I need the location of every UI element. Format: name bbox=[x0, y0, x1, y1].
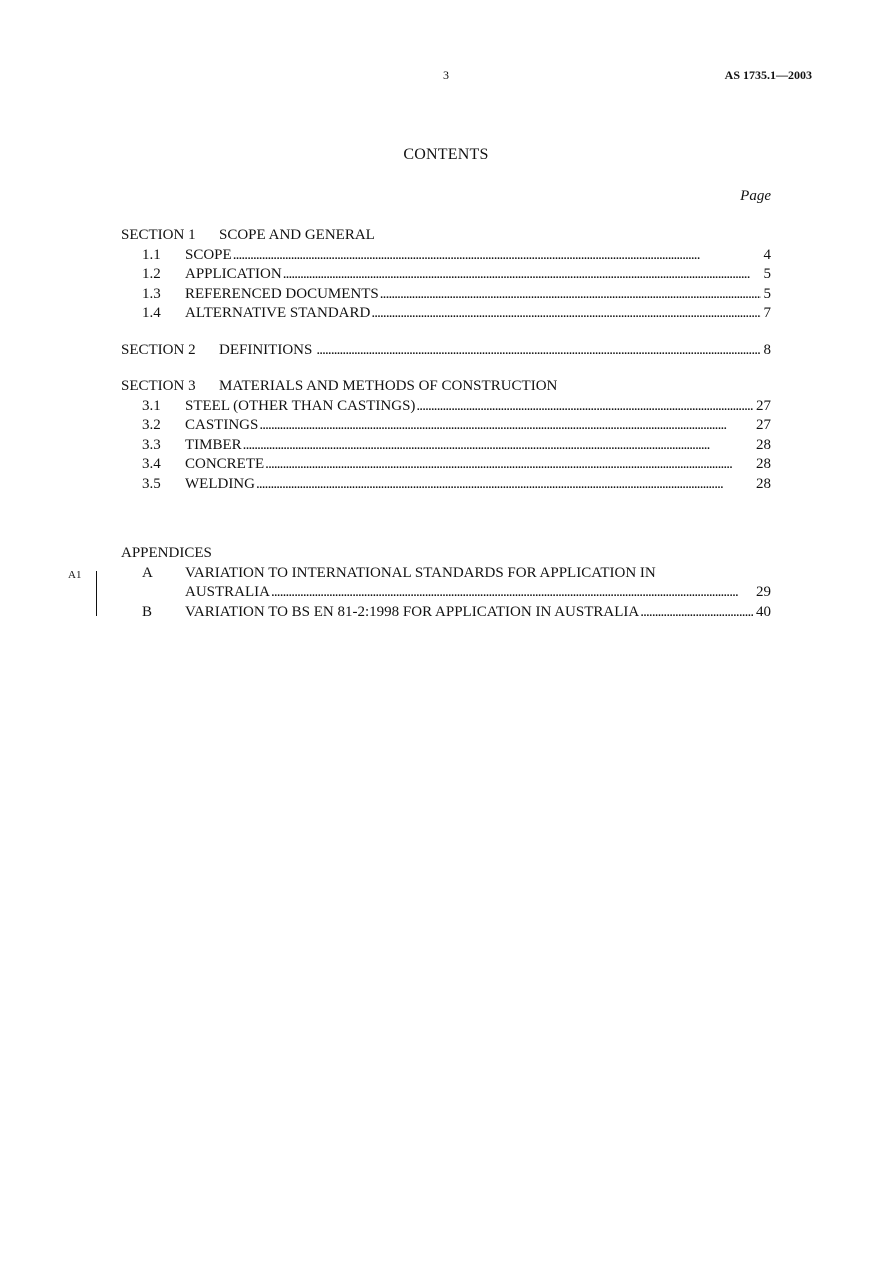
entry-title: CONCRETE bbox=[185, 456, 265, 472]
dot-leader bbox=[259, 416, 753, 436]
entry-page: 28 bbox=[756, 475, 771, 492]
entry-number: 3.1 bbox=[142, 397, 161, 414]
entry-page: 29 bbox=[756, 584, 771, 600]
entry-page: 5 bbox=[763, 266, 771, 282]
toc-entry[interactable] bbox=[121, 304, 771, 324]
dot-leader bbox=[283, 265, 761, 285]
entry-number: 1.4 bbox=[142, 305, 161, 321]
entry-page: 8 bbox=[763, 341, 771, 358]
appendix-line bbox=[121, 583, 771, 603]
section-heading[interactable] bbox=[121, 377, 771, 397]
entry-number: 1.3 bbox=[142, 285, 161, 302]
amendment-mark: A1 bbox=[68, 569, 82, 581]
table-of-contents bbox=[121, 226, 771, 622]
entry-number: 3.2 bbox=[142, 417, 161, 433]
appendix-title-continued: AUSTRALIA bbox=[185, 584, 270, 600]
dot-leader bbox=[271, 583, 753, 603]
appendices-heading[interactable]: APPENDICES bbox=[121, 545, 212, 561]
entry-title: APPLICATION bbox=[185, 266, 282, 282]
toc-entry[interactable] bbox=[121, 475, 771, 495]
toc-entry-appendix-a[interactable] bbox=[121, 564, 771, 603]
toc-entry[interactable] bbox=[121, 416, 771, 436]
section-title: MATERIALS AND METHODS OF CONSTRUCTION bbox=[219, 378, 558, 394]
toc-entry[interactable] bbox=[121, 341, 771, 361]
entry-page: 4 bbox=[763, 246, 771, 263]
appendix-letter: B bbox=[142, 603, 153, 620]
entry-number: 1.1 bbox=[142, 246, 161, 263]
entry-page: 5 bbox=[763, 285, 771, 302]
entry-number: 1.2 bbox=[142, 266, 161, 282]
section-number: SECTION 1 bbox=[121, 227, 196, 243]
section-heading[interactable] bbox=[121, 226, 771, 246]
entry-title: ALTERNATIVE STANDARD bbox=[185, 305, 371, 321]
dot-leader bbox=[371, 304, 760, 324]
toc-entry-appendix-b[interactable] bbox=[121, 603, 771, 623]
appendix-line bbox=[121, 564, 771, 584]
dot-leader bbox=[316, 341, 760, 361]
entry-number: 3.5 bbox=[142, 475, 161, 492]
section-3-group bbox=[121, 377, 771, 494]
entry-title: STEEL (OTHER THAN CASTINGS) bbox=[185, 397, 416, 414]
dot-leader bbox=[416, 397, 753, 417]
section-2-group bbox=[121, 341, 771, 361]
document-reference: AS 1735.1—2003 bbox=[724, 68, 812, 82]
page-number: 3 bbox=[443, 68, 449, 82]
entry-title: TIMBER bbox=[185, 436, 242, 453]
dot-leader bbox=[256, 475, 753, 495]
appendix-title: VARIATION TO INTERNATIONAL STANDARDS FOR APPLICATION IN bbox=[185, 564, 656, 581]
entry-page: 27 bbox=[756, 417, 771, 433]
entry-number: 3.4 bbox=[142, 456, 161, 472]
toc-entry[interactable] bbox=[121, 455, 771, 475]
entry-title: REFERENCED DOCUMENTS bbox=[185, 285, 379, 302]
entry-page: 28 bbox=[756, 456, 771, 472]
section-number: SECTION 2 bbox=[121, 341, 196, 358]
entry-title: CASTINGS bbox=[185, 417, 259, 433]
dot-leader bbox=[640, 603, 753, 623]
entry-title: SCOPE bbox=[185, 246, 232, 263]
toc-entry[interactable] bbox=[121, 246, 771, 266]
toc-entry[interactable] bbox=[121, 265, 771, 285]
entry-page: 27 bbox=[756, 397, 771, 414]
dot-leader bbox=[380, 285, 761, 305]
section-title: SCOPE AND GENERAL bbox=[219, 227, 375, 243]
appendix-title: VARIATION TO BS EN 81-2:1998 FOR APPLICATION IN AUSTRALIA bbox=[185, 603, 640, 620]
entry-page: 7 bbox=[763, 305, 771, 321]
section-number: SECTION 3 bbox=[121, 378, 196, 394]
section-1-group bbox=[121, 226, 771, 324]
section-title: DEFINITIONS bbox=[219, 341, 313, 358]
entry-title: WELDING bbox=[185, 475, 255, 492]
dot-leader bbox=[243, 436, 753, 456]
toc-entry[interactable] bbox=[121, 397, 771, 417]
entry-page: 28 bbox=[756, 436, 771, 453]
toc-entry[interactable] bbox=[121, 436, 771, 456]
dot-leader bbox=[265, 455, 753, 475]
appendices-group bbox=[121, 544, 771, 622]
entry-page: 40 bbox=[756, 603, 771, 620]
contents-title: CONTENTS bbox=[403, 146, 489, 163]
dot-leader bbox=[233, 246, 761, 266]
appendix-letter: A bbox=[142, 564, 153, 581]
amendment-bar bbox=[96, 571, 97, 616]
page-column-label: Page bbox=[740, 188, 771, 204]
entry-number: 3.3 bbox=[142, 436, 161, 453]
toc-entry[interactable] bbox=[121, 285, 771, 305]
